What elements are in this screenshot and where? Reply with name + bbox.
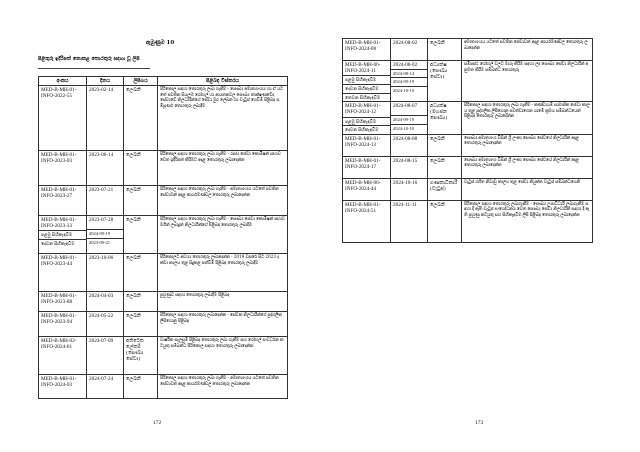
table-row — [39, 292, 288, 312]
row-date: 2024-04-03 — [87, 292, 124, 312]
row-letter-type: ලෙඛනි — [428, 156, 462, 178]
table-row — [39, 151, 288, 186]
row-reference — [343, 102, 391, 135]
row-reference-text: MED-B-MH-01-INFO-2023-33 — [41, 217, 77, 230]
row-description: සමීපස්ථ රෝහල් වලට මාරු කිරීම සඳහා ලද සෞඛ්‍ය සේවා නිලධාරීන් අනුමත කිරීම සම්බන්ධ තොරතුරු — [462, 61, 593, 102]
row-reference — [39, 216, 87, 254]
row-letter-type: ලෙඛනි — [428, 134, 462, 156]
row-description: සෞඛ්‍ය අමාත්‍යාංශ විසින් ශ්‍රී ලංකා සෞඛ්‍ය සේවයේ නිලධාරීන් අදාළ තොරතුරු ලබාදෙන්න — [462, 134, 593, 156]
title-underline — [38, 68, 150, 69]
table-row — [343, 134, 593, 156]
reminder-date: 2024-09-19 — [87, 229, 123, 237]
table-row — [39, 312, 288, 337]
letters-table-left — [38, 76, 288, 399]
row-description: පිරිකොල සඳහා තොරතුරු ලබා ගැනීම - රාජ්‍ය සේවා කොමිෂන් සභාව වෙත ඉදිරිපත් කිරීමට අදාළ තොරතුරු ලබාදෙන්න — [158, 151, 288, 186]
reminder-date: 2023-09-21 — [87, 238, 123, 246]
annex-label: ඇමුණුම 10 — [145, 40, 175, 46]
row-reference: MED-B-MH-01-INFO-2023-03 — [39, 151, 87, 186]
row-date: 2023-06-14 — [87, 151, 124, 186]
row-reference: MED-B-MH-01-INFO-2024-17 — [343, 156, 391, 178]
row-description: වැටුප් රහිත නිවාඩු කාලය තුළ සේවා නියුක්ත වැටුප් සම්බන්ධයෙනි — [462, 178, 593, 200]
row-date-text: 2023-07-28 — [89, 217, 114, 223]
row-description: පිරිකොල සඳහා තොරතුරු ලබාගැනීම - සෞඛ්‍ය උපාධිධාරී ලබාගැනීම සඳහා දී ඇති වැටුප් සංශෝධනය වෙත සෞඛ්‍ය සේවා නිලධාරීන් සඳහා දී ඇති පුහුණු කටයුතු සහ සිහිකැඳවීම ලිපි පිළිබඳ තොරතුරු ලබාදෙන්න — [462, 200, 593, 242]
row-date: 2024-10-16 — [391, 178, 428, 200]
reminder-label: දෙවන සිහිකැඳවීම — [343, 125, 390, 133]
row-date: 2024-08-15 — [391, 156, 428, 178]
row-reference-text: MED-B-MH-06-INFO-2024-11 — [345, 62, 381, 75]
reminder-date: 2024-10-10 — [391, 86, 427, 94]
document-title: පිළිතුරු ඉදිරිපත් නොකළ තොරතුරු සඳහා වූ ලිපි — [38, 56, 140, 62]
table-header-row — [39, 77, 288, 86]
row-letter-type: අධ්‍යක්ෂ (සෞඛ්‍ය සේවා) — [428, 61, 462, 102]
row-date-text: 2024-08-02 — [393, 62, 418, 68]
row-letter-type: ලෙඛනි — [124, 292, 158, 312]
table-row — [39, 337, 288, 375]
page-number: 172 — [153, 420, 162, 426]
row-description: පිරිකොලට අවශ්‍ය තොරතුරු ලබාදෙන්න - 2019 වසරේ සිට 2023 දක්වා කාලය තුළ සිදුකළ පත්වීම් පිළිබඳ තොරතුරු ලබාදීම — [158, 254, 288, 292]
reminder-date: 2024-08-14 — [391, 69, 427, 77]
reminder-date: 2024-10-10 — [391, 124, 427, 132]
table-row — [39, 216, 288, 254]
row-description: පිරිකොල සඳහා තොරතුරු ලබා ගැනීම - අමාත්‍යාංශය යටතේ පවතින සේවාවන් අදාළ කාර්යමණ්ඩල තොරතුරු ලබාදෙන්න — [158, 186, 288, 216]
row-letter-type: ලෙඛනි — [124, 216, 158, 254]
letters-table-right — [342, 38, 593, 243]
row-reference: MED-B-MH-01-INFO-2023-27 — [39, 186, 87, 216]
row-date-text: 2024-08-07 — [393, 103, 418, 110]
reminder-label: දෙවන සිහිකැඳවීම — [343, 84, 390, 92]
table-row — [343, 178, 593, 200]
row-letter-type: ලෙඛනි — [124, 312, 158, 337]
header-number: අංකය — [39, 77, 87, 86]
row-description: පිරිකොල සඳහා තොරතුරු ලබා ගැනීම - අමාත්‍යාංශය යටතේ පවතින සේවාවන් අදාළ කාර්යමණ්ඩල තොරතුරු ලබාදෙන්න — [158, 375, 288, 399]
row-reference: MED-B-MH-01-INFO-2024-08 — [343, 39, 391, 61]
row-description: පිරිකොල සඳහා තොරතුරු ලබා ගැනීම - සෞඛ්‍ය සේවා කොමිෂන් සභාව මගින් ලබාදුන් නිලධාරීන්ගේ පිළිබඳ තොරතුරු ලබාදීම — [158, 216, 288, 254]
row-date: 2024-08-02 — [391, 39, 428, 61]
table-row — [39, 375, 288, 399]
row-reference: MED-B-MH-01-INFO-2023-88 — [39, 292, 87, 312]
row-letter-type: ගණකාධිකාරී (වැටුප්) — [428, 178, 462, 200]
row-reference: MED-B-MH-06-INFO-2024-44 — [343, 178, 391, 200]
row-description: පුහුණුව සඳහා තොරතුරු ලබාදීම පිළිබඳ — [158, 292, 288, 312]
row-date: 2023-02-14 — [87, 86, 124, 151]
row-reference: MED-B-MH-01-INFO-2023-94 — [39, 312, 87, 337]
row-letter-type: අධ්‍යක්ෂ (මහජන සෞඛ්‍ය) — [428, 102, 462, 135]
row-description: සෞඛ්‍ය අමාත්‍යාංශ විසින් ශ්‍රී ලංකා සෞඛ්‍ය සේවයේ නිලධාරීන් අදාළ තොරතුරු ලබාදෙන්න — [462, 156, 593, 178]
reminder-label: පළමු සිහිකැඳවීම — [343, 75, 390, 83]
reminder-label: පළමු සිහිකැඳවීම — [39, 230, 86, 238]
row-date — [391, 102, 428, 135]
right-page — [320, 0, 640, 452]
row-description: අමාත්‍යාංශය යටතේ පවතින සේවාවන් අදාළ කාර්යමණ්ඩල තොරතුරු ලබාදෙන්න — [462, 39, 593, 61]
row-date: 2024-11-11 — [391, 200, 428, 242]
header-description: පිළිබඳ විස්තරය — [158, 77, 288, 86]
row-date: 2024-07-24 — [87, 375, 124, 399]
row-date — [391, 61, 428, 102]
table-row — [343, 102, 593, 135]
row-reference: MED-B-MH-02-INFO-2024-01 — [39, 337, 87, 375]
row-reference: MED-B-MH-01-INFO-2024-51 — [343, 200, 391, 242]
reminder-date: 2024-09-19 — [391, 77, 427, 85]
row-letter-type: ලෙඛනි — [124, 86, 158, 151]
header-date: දිනය — [87, 77, 124, 86]
row-description: වාර්ෂික සැලසුම් පිළිබඳ තොරතුරු ලබා ගැනීම සහ රෝහල් සංවර්ධන කටයුතු සම්බන්ධ පිරිකොල සඳහා තොරතුරු ලබාදෙන්න — [158, 337, 288, 375]
table-row — [343, 39, 593, 61]
row-reference: MED-B-MH-01-INFO-2022-55 — [39, 86, 87, 151]
table-row — [343, 200, 593, 242]
header-letter-type: ලිපිගය — [124, 77, 158, 86]
table-row — [39, 186, 288, 216]
reminder-label: තෙවන සිහිකැඳවීම — [343, 93, 390, 101]
row-description: පිරිකොල සඳහා තොරතුරු ලබා ගැනීම - කණ්ඩායම් සාමාජික සේවා කාලය තුළ පුද්ගලික ලිපිගොනු පවත්වාගෙන යාමේ ක්‍රමය සම්බන්ධයෙන් පිළිබඳ තොරතුරු ලබාදෙන්න — [462, 102, 593, 135]
reminder-label: පළමු සිහිකැඳවීම — [343, 117, 390, 125]
table-row — [39, 254, 288, 292]
row-date: 2023-07-21 — [87, 186, 124, 216]
row-letter-type: ලෙඛනි — [428, 200, 462, 242]
row-date: 2023-10-06 — [87, 254, 124, 292]
table-row — [343, 156, 593, 178]
row-description: පිරිකොල සඳහා තොරතුරු ලබාදෙන්න - සේවක නිලධාරීන්ගේ පුද්ගලික ලිපිගොනු පිළිබඳ — [158, 312, 288, 337]
row-letter-type: ලෙඛනි — [428, 39, 462, 61]
row-description: පිරිකොල සඳහා තොරතුරු ලබා ගැනීම - සෞඛ්‍ය අමාත්‍යාංශය හා ඒ යටතේ පවතින සියලුම රෝහල් හා ආයතනවල සෞඛ්‍ය තාක්ෂණවේද සේවාවේ නිලධාරීන්ගේ සේවා මුර ලේඛන හා වැටුප් ගෙවීම් පිළිබඳ සම්පූර්ණ තොරතුරු ලබාදීම — [158, 86, 288, 151]
table-row — [39, 86, 288, 151]
row-reference: MED-B-MH-01-INFO-2023-44 — [39, 254, 87, 292]
row-date — [87, 216, 124, 254]
row-letter-type: ලෙඛනි — [124, 254, 158, 292]
row-reference: MED-B-MH-01-INFO-2024-13 — [343, 134, 391, 156]
row-letter-type: ලෙඛනි — [124, 186, 158, 216]
reminder-label: දෙවන සිහිකැඳවීම — [39, 239, 86, 247]
row-letter-type: ලෙඛනි — [124, 375, 158, 399]
row-letter-type: ලෙඛනි — [124, 151, 158, 186]
table-row — [343, 61, 593, 102]
reminder-date: 2024-09-19 — [391, 115, 427, 123]
row-date: 2024-07-09 — [87, 337, 124, 375]
page-number: 173 — [475, 420, 484, 426]
row-reference: MED-B-MH-01-INFO-2024-03 — [39, 375, 87, 399]
row-reference — [343, 61, 391, 102]
row-date: 2024-08-08 — [391, 134, 428, 156]
row-letter-type: අතිරේක ලේකම් (සෞඛ්‍ය සේවා) — [124, 337, 158, 375]
row-reference-text: MED-B-MH-01-INFO-2024-12 — [345, 103, 381, 116]
row-date: 2024-05-22 — [87, 312, 124, 337]
